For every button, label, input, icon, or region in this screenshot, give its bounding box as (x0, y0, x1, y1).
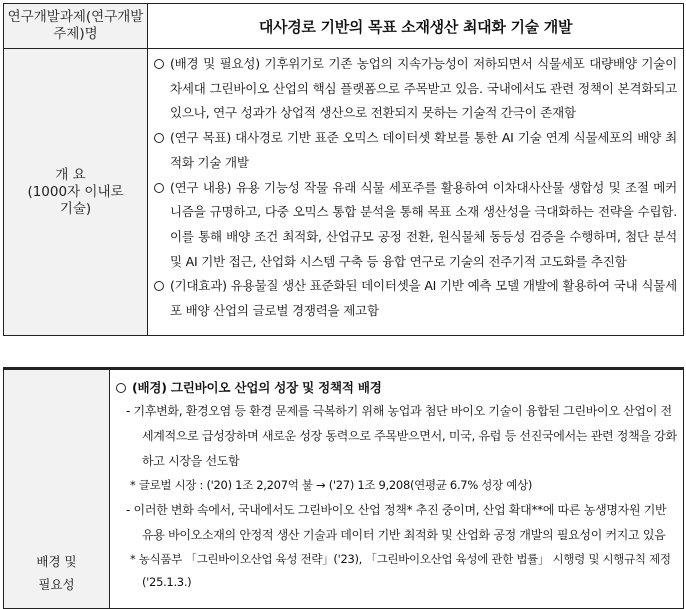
overview-note: (1000자 이내로 기술) (27, 183, 124, 217)
overview-label-cell (4, 49, 148, 336)
background-label-line1: 배경 및 (36, 554, 77, 569)
background-label-line2: 필요성 (38, 577, 75, 592)
background-table (3, 367, 684, 609)
circle-bullet-icon (154, 281, 164, 291)
circle-bullet-icon (154, 183, 164, 193)
overview-paragraph: (연구 목표) 대사경로 기반 표준 오믹스 데이터셋 확보를 통한 AI 기술 연계 식물세포의 배양 최적화 기술 개발 (154, 126, 677, 175)
background-note: * 글로벌 시장 : ('20) 1조 2,207억 불 → ('27) 1조 9,208(연평균 6.7% 성장 예상) (130, 478, 533, 492)
project-title-label: 연구개발과제(연구개발주제)명 (4, 4, 148, 49)
circle-bullet-icon (154, 133, 164, 143)
background-note: * 농식품부 「그린바이오산업 육성 전략」('23), 「그린바이오산업 육성에 관한 법률」 시행령 및 시행규칙 제정('25.1.3.) (130, 551, 671, 589)
background-body (110, 369, 684, 609)
background-item: - 이러한 변화 속에서, 국내에서도 그린바이오 산업 정책* 추진 중이며, 산업 확대**에 따른 농생명자원 기반 유용 바이오소재의 안정적 생산 기술과 데이터 기반 최적화 및 산업화 공정 개발의 필요성이 커지고 있음 (126, 502, 667, 542)
background-heading: (배경) 그린바이오 산업의 성장 및 정책적 배경 (116, 377, 677, 399)
circle-bullet-icon (116, 383, 126, 393)
project-title-value: 대사경로 기반의 목표 소재생산 최대화 기술 개발 (148, 4, 684, 49)
background-item: - 기후변화, 환경오염 등 환경 문제를 극복하기 위해 농업과 첨단 바이오 기술이 융합된 그린바이오 산업이 전 세계적으로 급성장하며 새로운 성장 동력으로 주목받으면서, 미국, 유럽 등 선진국에서는 관련 정책을 강화하고 시장을 선도함 (126, 404, 677, 468)
overview-table (3, 3, 684, 336)
overview-paragraph: (기대효과) 유용물질 생산 표준화된 데이터셋을 AI 기반 예측 모델 개발에 활용하여 국내 식물세포 배양 산업의 글로벌 경쟁력을 제고함 (154, 274, 677, 323)
overview-paragraph: (연구 내용) 유용 기능성 작물 유래 식물 세포주를 활용하여 이차대사산물 생합성 및 조절 메커니즘을 규명하고, 다중 오믹스 통합 분석을 통해 목표 소재 생산성을 극대화하는 전략을 수립함. 이를 통해 배양 조건 최적화, 산업규모 공정 전환, 원식물체 동등성 검증을 수행하며, 첨단 분석 및 AI 기반 접근, 산업화 시스템 구축 등 융합 연구로 기술의 전주기적 고도화를 추진함 (154, 176, 677, 275)
background-label-cell (4, 369, 110, 609)
circle-bullet-icon (154, 59, 164, 69)
overview-body (148, 49, 684, 336)
overview-paragraph: (배경 및 필요성) 기후위기로 기존 농업의 지속가능성이 저하되면서 식물세포 대량배양 기술이 차세대 그린바이오 산업의 핵심 플랫폼으로 주목받고 있음. 국내에서도 관련 정책이 본격화되고 있으나, 연구 성과가 상업적 생산으로 전환되지 못하는 기술적 간극이 존재함 (154, 52, 677, 126)
overview-label: 개 요 (55, 166, 86, 183)
